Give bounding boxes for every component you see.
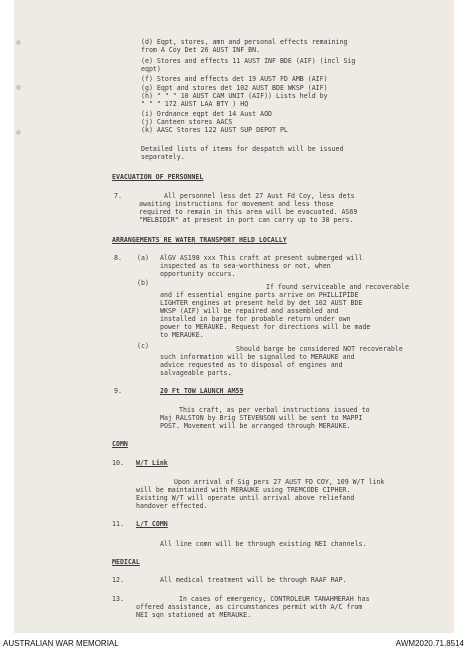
text-line: awaiting instructions for movement and less those	[139, 200, 334, 208]
footer-bar	[0, 633, 468, 653]
para-number: 10.	[112, 459, 124, 467]
text-line: from A Coy Det 26 AUST INF BN.	[141, 46, 261, 54]
document-page	[14, 0, 454, 633]
section-heading: 20 Ft TOW LAUNCH AM59	[160, 387, 244, 395]
text-line: to MERAUKE.	[160, 331, 204, 339]
para-number: 9.	[114, 387, 122, 395]
sub-label: (b)	[137, 279, 149, 287]
text-line: " " " 172 AUST LAA BTY ) HQ	[141, 100, 249, 108]
para-number: 11.	[112, 520, 124, 528]
text-line: All personnel less det 27 Aust Fd Coy, less dets	[164, 192, 355, 200]
text-line: power to MERAUKE. Request for directions will be made	[160, 323, 371, 331]
section-heading: COMN	[112, 440, 128, 448]
text-line: (h) " " " 10 AUST CAM UNIT (AIF)) Lists held by	[141, 92, 328, 100]
text-line: WKSP (AIF) will be repaired and assembled and	[160, 307, 339, 315]
para-number: 13.	[112, 595, 124, 603]
text-line: such information will be signalled to MERAUKE and	[160, 353, 355, 361]
text-line: opportunity occurs.	[160, 270, 236, 278]
text-line: Existing W/T will operate until arrival above reliefand	[136, 494, 355, 502]
sub-label: (c)	[137, 342, 149, 350]
text-line: and if essential engine parts arrive on PHILLIPIDE	[160, 291, 359, 299]
text-line: eqpt)	[141, 65, 161, 73]
text-line: (j) Canteen stores AACS	[141, 118, 233, 126]
section-heading: L/T COMN	[136, 520, 168, 528]
text-line: This craft, as per verbal instructions issued to	[179, 406, 370, 414]
text-line: Upon arrival of Sig pers 27 AUST FD COY, 109 W/T link	[174, 478, 385, 486]
para-number: 8.	[114, 254, 122, 262]
section-heading: EVACUATION OF PERSONNEL	[112, 173, 204, 181]
section-heading: MEDICAL	[112, 558, 140, 566]
text-line: In cases of emergency, CONTROLEUR TANAHMERAH has	[179, 595, 370, 603]
text-line: offered assistance, as circumstances permit with A/C from	[136, 603, 363, 611]
text-line: (e) Stores and effects 11 AUST INF BDE (AIF) (incl Sig	[141, 57, 356, 65]
text-line: All medical treatment will be through RAAF RAP.	[160, 576, 347, 584]
text-line: Maj RALSTON by Brig STEVENSON will be sent to MAPPI	[160, 414, 363, 422]
text-line: AlGV AS198 xxx This craft at present submerged will	[160, 254, 363, 262]
text-line: NEI sqn stationed at MERAUKE.	[136, 611, 252, 619]
text-line: salvageable parts.	[160, 369, 232, 377]
text-line: separately.	[141, 153, 185, 161]
section-heading: W/T Link	[136, 459, 168, 467]
text-line: Detailed lists of items for despatch will be issued	[141, 145, 344, 153]
footer-reference-id: AWM2020.71.8514	[395, 639, 464, 648]
text-line: (i) Ordnance eqpt det 14 Aust AOD	[141, 110, 273, 118]
text-line: (g) Eqpt and stores det 102 AUST BDE WKSP (AIF)	[141, 84, 328, 92]
para-number: 7.	[114, 192, 122, 200]
text-line: If found serviceable and recoverable	[266, 283, 409, 291]
text-line: "MELBIDIR" at present in port can carry up to 30 pers.	[139, 216, 354, 224]
para-number: 12.	[112, 576, 124, 584]
sub-label: (a)	[137, 254, 149, 262]
section-heading: ARRANGEMENTS RE WATER TRANSPORT HELD LOCALLY	[112, 236, 287, 244]
text-line: LIGHTER engines at present held by det 102 AUST BDE	[160, 299, 363, 307]
text-line: Should barge be considered NOT recoverable	[236, 345, 403, 353]
text-line: All line comn will be through existing NEI channels.	[160, 540, 367, 548]
punch-holes	[16, 40, 22, 175]
text-line: will be maintained with MERAUKE using TREMCODE CIPHER.	[136, 486, 351, 494]
text-line: advice requested as to disposal of engines and	[160, 361, 343, 369]
text-line: handover effected.	[136, 502, 208, 510]
text-line: POST. Movement will be arranged through MERAUKE.	[160, 422, 351, 430]
text-line: (f) Stores and effects det 19 AUST FD AMB (AIF)	[141, 75, 328, 83]
text-line: (d) Eqpt, stores, amn and personal effects remaining	[141, 38, 348, 46]
text-line: (k) AASC Stores 122 AUST SUP DEPOT PL	[141, 126, 288, 134]
text-line: required to remain in this area will be evacuated. AS69	[139, 208, 358, 216]
text-line: installed in barge for probable return under own	[160, 315, 351, 323]
text-line: inspected as to sea-worthiness or not, when	[160, 262, 331, 270]
footer-source-label: AUSTRALIAN WAR MEMORIAL	[3, 639, 119, 648]
